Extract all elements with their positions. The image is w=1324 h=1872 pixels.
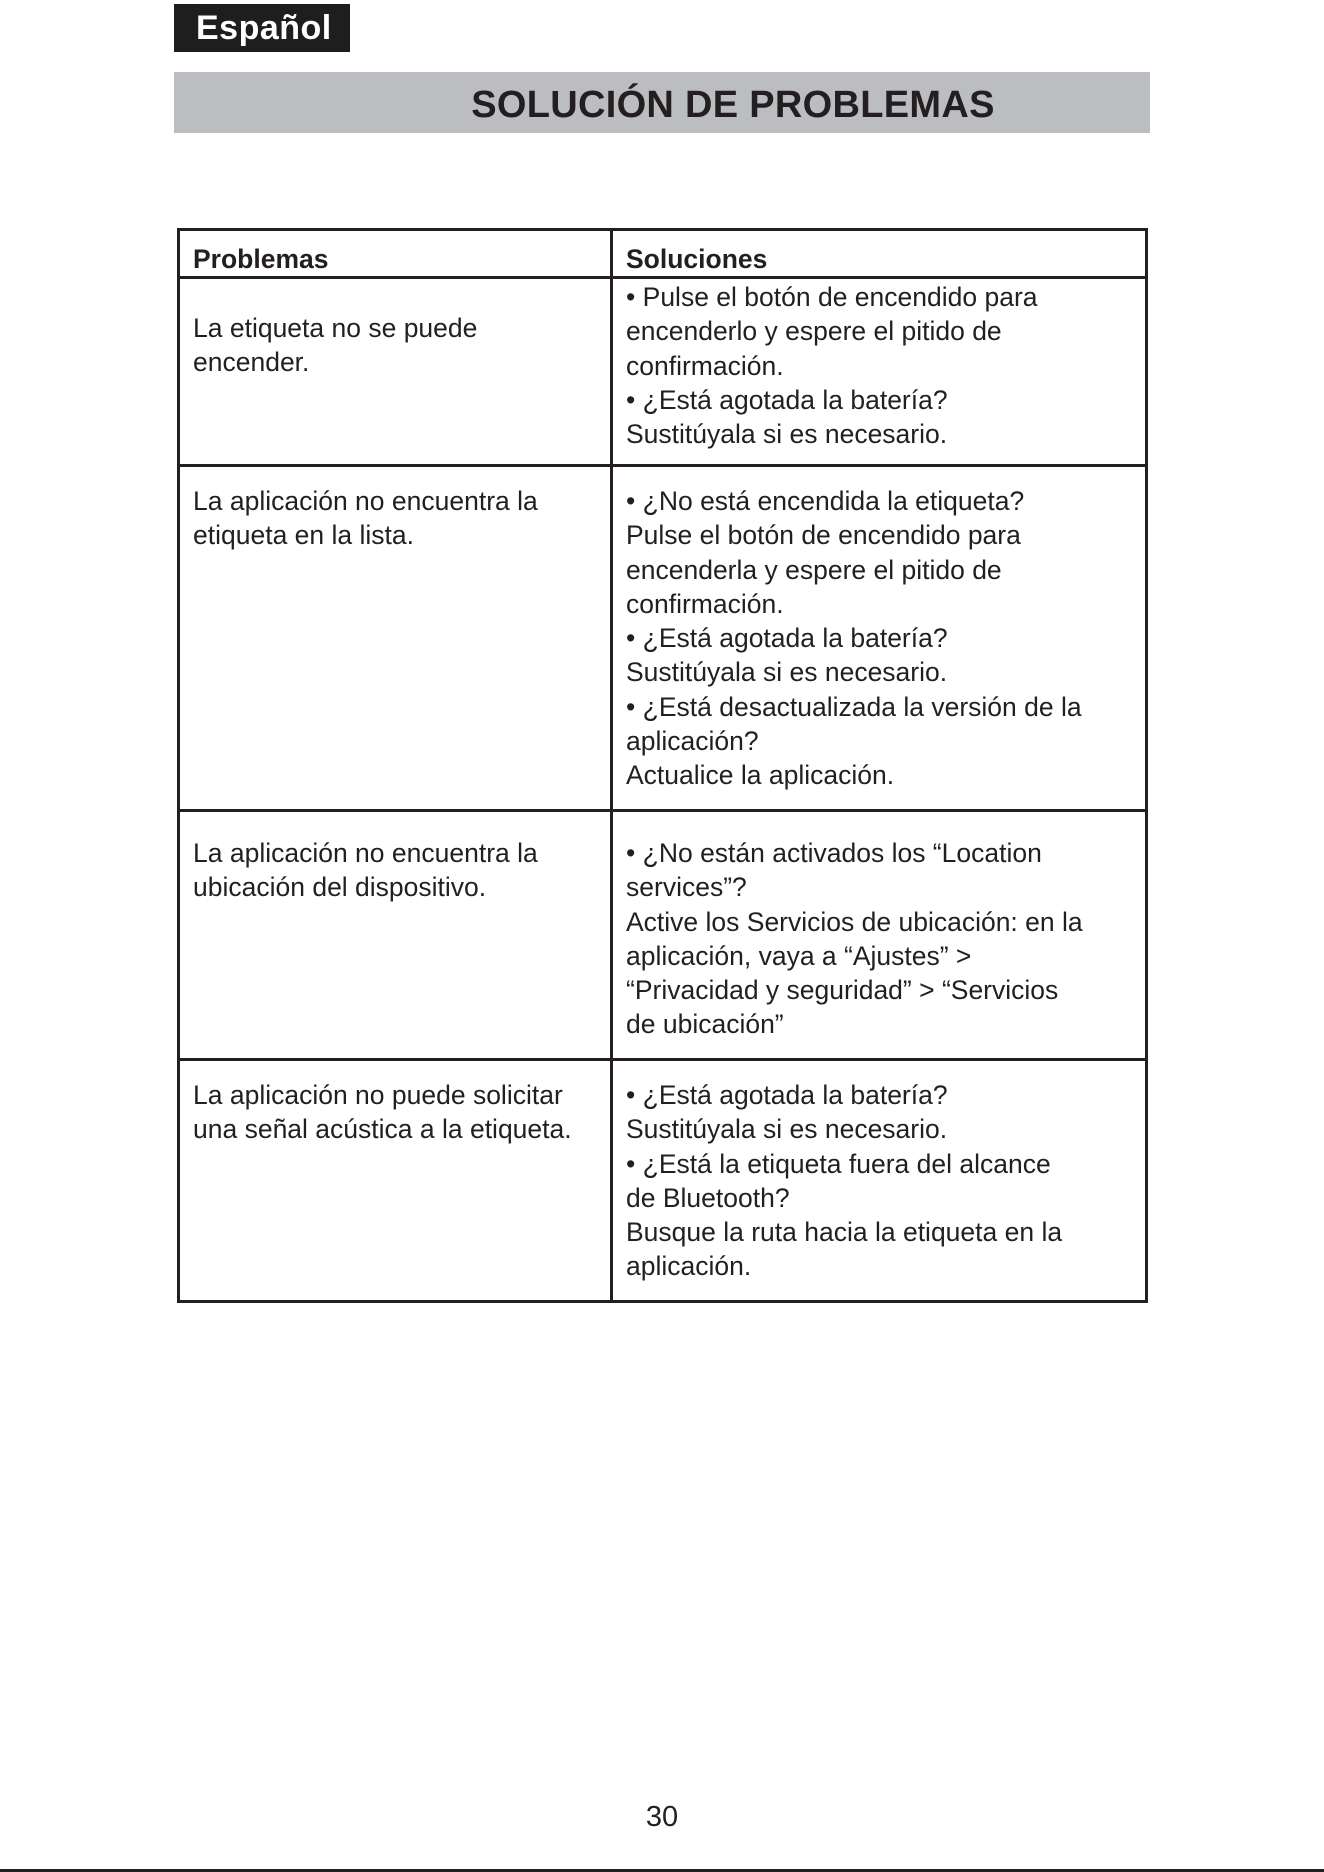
page-number: 30 bbox=[645, 1801, 679, 1833]
language-tag: Español bbox=[174, 4, 350, 52]
table-row bbox=[179, 811, 1147, 1060]
troubleshooting-table bbox=[177, 228, 1148, 1303]
solution-cell: • ¿No está encendida la etiqueta? Pulse el botón de encendido para encenderla y espere el pitido de confirmación. • ¿Está agotada la batería? Sustitúyala si es necesario. • ¿Está desactualizada la versión de la aplicación? Actualice la aplicación. bbox=[612, 466, 1147, 811]
column-header-problems: Problemas bbox=[179, 230, 612, 278]
column-header-solutions: Soluciones bbox=[612, 230, 1147, 278]
problem-cell: La aplicación no encuentra la ubicación del dispositivo. bbox=[179, 811, 612, 1060]
problem-cell: La aplicación no puede solicitar una señal acústica a la etiqueta. bbox=[179, 1060, 612, 1302]
solution-cell: • ¿Está agotada la batería? Sustitúyala si es necesario. • ¿Está la etiqueta fuera del alcance de Bluetooth? Busque la ruta hacia la etiqueta en la aplicación. bbox=[612, 1060, 1147, 1302]
table-row bbox=[179, 466, 1147, 811]
solution-cell: • Pulse el botón de encendido para encenderlo y espere el pitido de confirmación. • ¿Está agotada la batería? Sustitúyala si es necesario. bbox=[612, 278, 1147, 466]
table-header-row bbox=[179, 230, 1147, 278]
page-title: SOLUCIÓN DE PROBLEMAS bbox=[471, 84, 995, 126]
title-band bbox=[174, 72, 1150, 133]
table-row bbox=[179, 1060, 1147, 1302]
problem-cell: La aplicación no encuentra la etiqueta en la lista. bbox=[179, 466, 612, 811]
solution-cell: • ¿No están activados los “Location services”? Active los Servicios de ubicación: en la aplicación, vaya a “Ajustes” > “Privacidad y seguridad” > “Servicios de ubicación” bbox=[612, 811, 1147, 1060]
problem-cell: La etiqueta no se puede encender. bbox=[179, 278, 612, 466]
table-row bbox=[179, 278, 1147, 466]
